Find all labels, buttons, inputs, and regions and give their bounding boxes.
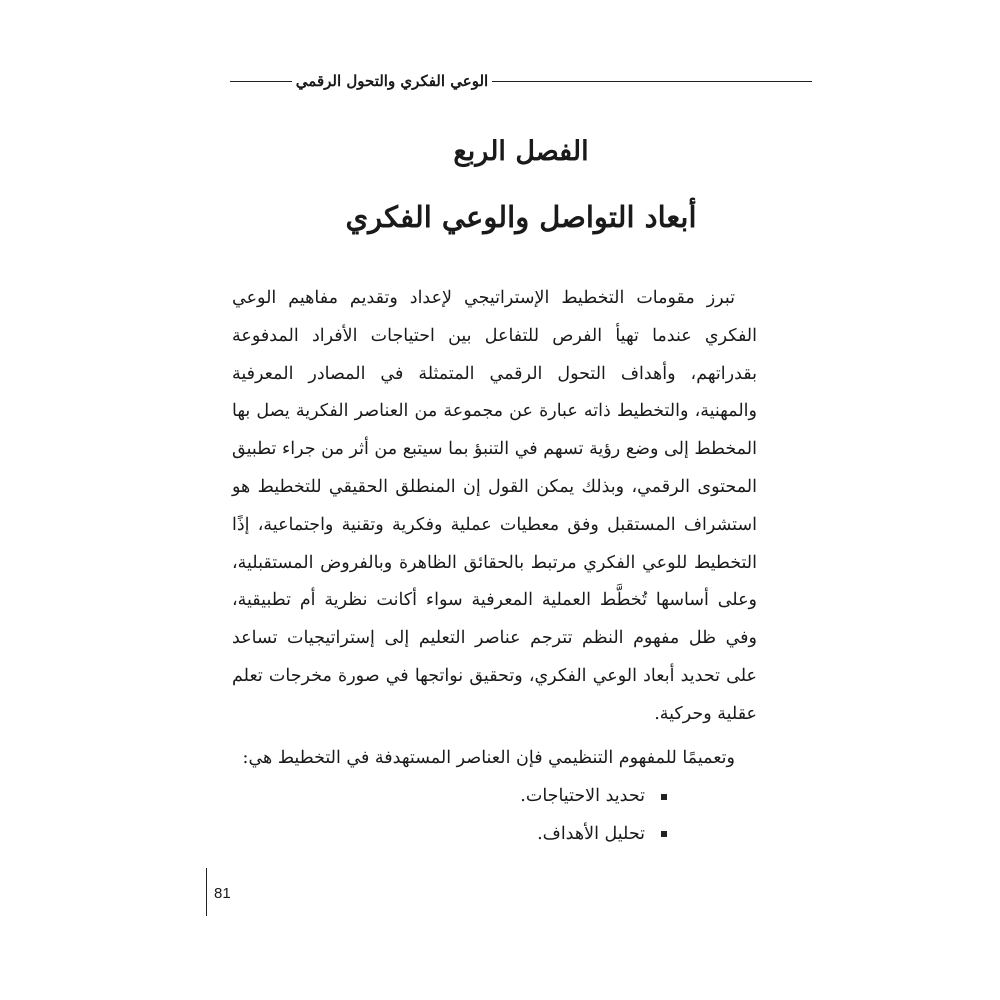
page-number: 81	[214, 885, 231, 902]
list-intro: وتعميمًا للمفهوم التنظيمي فإن العناصر المستهدفة في التخطيط هي:	[242, 748, 735, 768]
chapter-title: أبعاد التواصل والوعي الفكري	[345, 200, 697, 234]
body-paragraph: تبرز مقومات التخطيط الإستراتيجي لإعداد وتقديم مفاهيم الوعي الفكري عندما تهيأ الفرص للتفاعل بين احتياجات الأفراد المدفوعة بقدراتهم، وأهداف التحول الرقمي المتمثلة في المصادر المعرفية والمهنية، والتخطيط ذاته عبارة عن مجموعة من العناصر الفكرية يصل بها المخطط إلى وضع رؤية تسهم في التنبؤ بما سيتبع من أثر من جراء تطبيق المحتوى الرقمي، وبذلك يمكن القول إن المنطلق الحقيقي للتخطيط هو استشراف المستقبل وفق معطيات عملية وفكرية وتقنية واجتماعية، إذًا التخطيط للوعي الفكري مرتبط بالحقائق الظاهرة وبالفروض المستقبلية، وعلى أساسها تُخطَّط العملية المعرفية سواء أكانت نظرية أم تطبيقية، وفي ظل مفهوم النظم تترجم عناصر التعليم إلى إستراتيجيات تساعد على تحديد أبعاد الوعي الفكري، وتحقيق نواتجها في صورة مخرجات تعلم عقلية وحركية.	[232, 288, 757, 724]
header-rule-right	[492, 81, 812, 82]
square-bullet-icon	[661, 794, 667, 800]
list-item	[232, 778, 757, 816]
list-item-text: تحديد الاحتياجات.	[520, 786, 645, 806]
list-item-text: تحليل الأهداف.	[537, 823, 645, 844]
page-number-rule	[206, 868, 207, 916]
list-item	[232, 816, 757, 854]
square-bullet-icon	[661, 831, 667, 837]
header-rule-left	[230, 81, 292, 82]
chapter-number: الفصل الربع	[453, 136, 589, 167]
running-head: الوعي الفكري والتحول الرقمي	[295, 72, 489, 90]
bullet-list	[232, 778, 757, 854]
